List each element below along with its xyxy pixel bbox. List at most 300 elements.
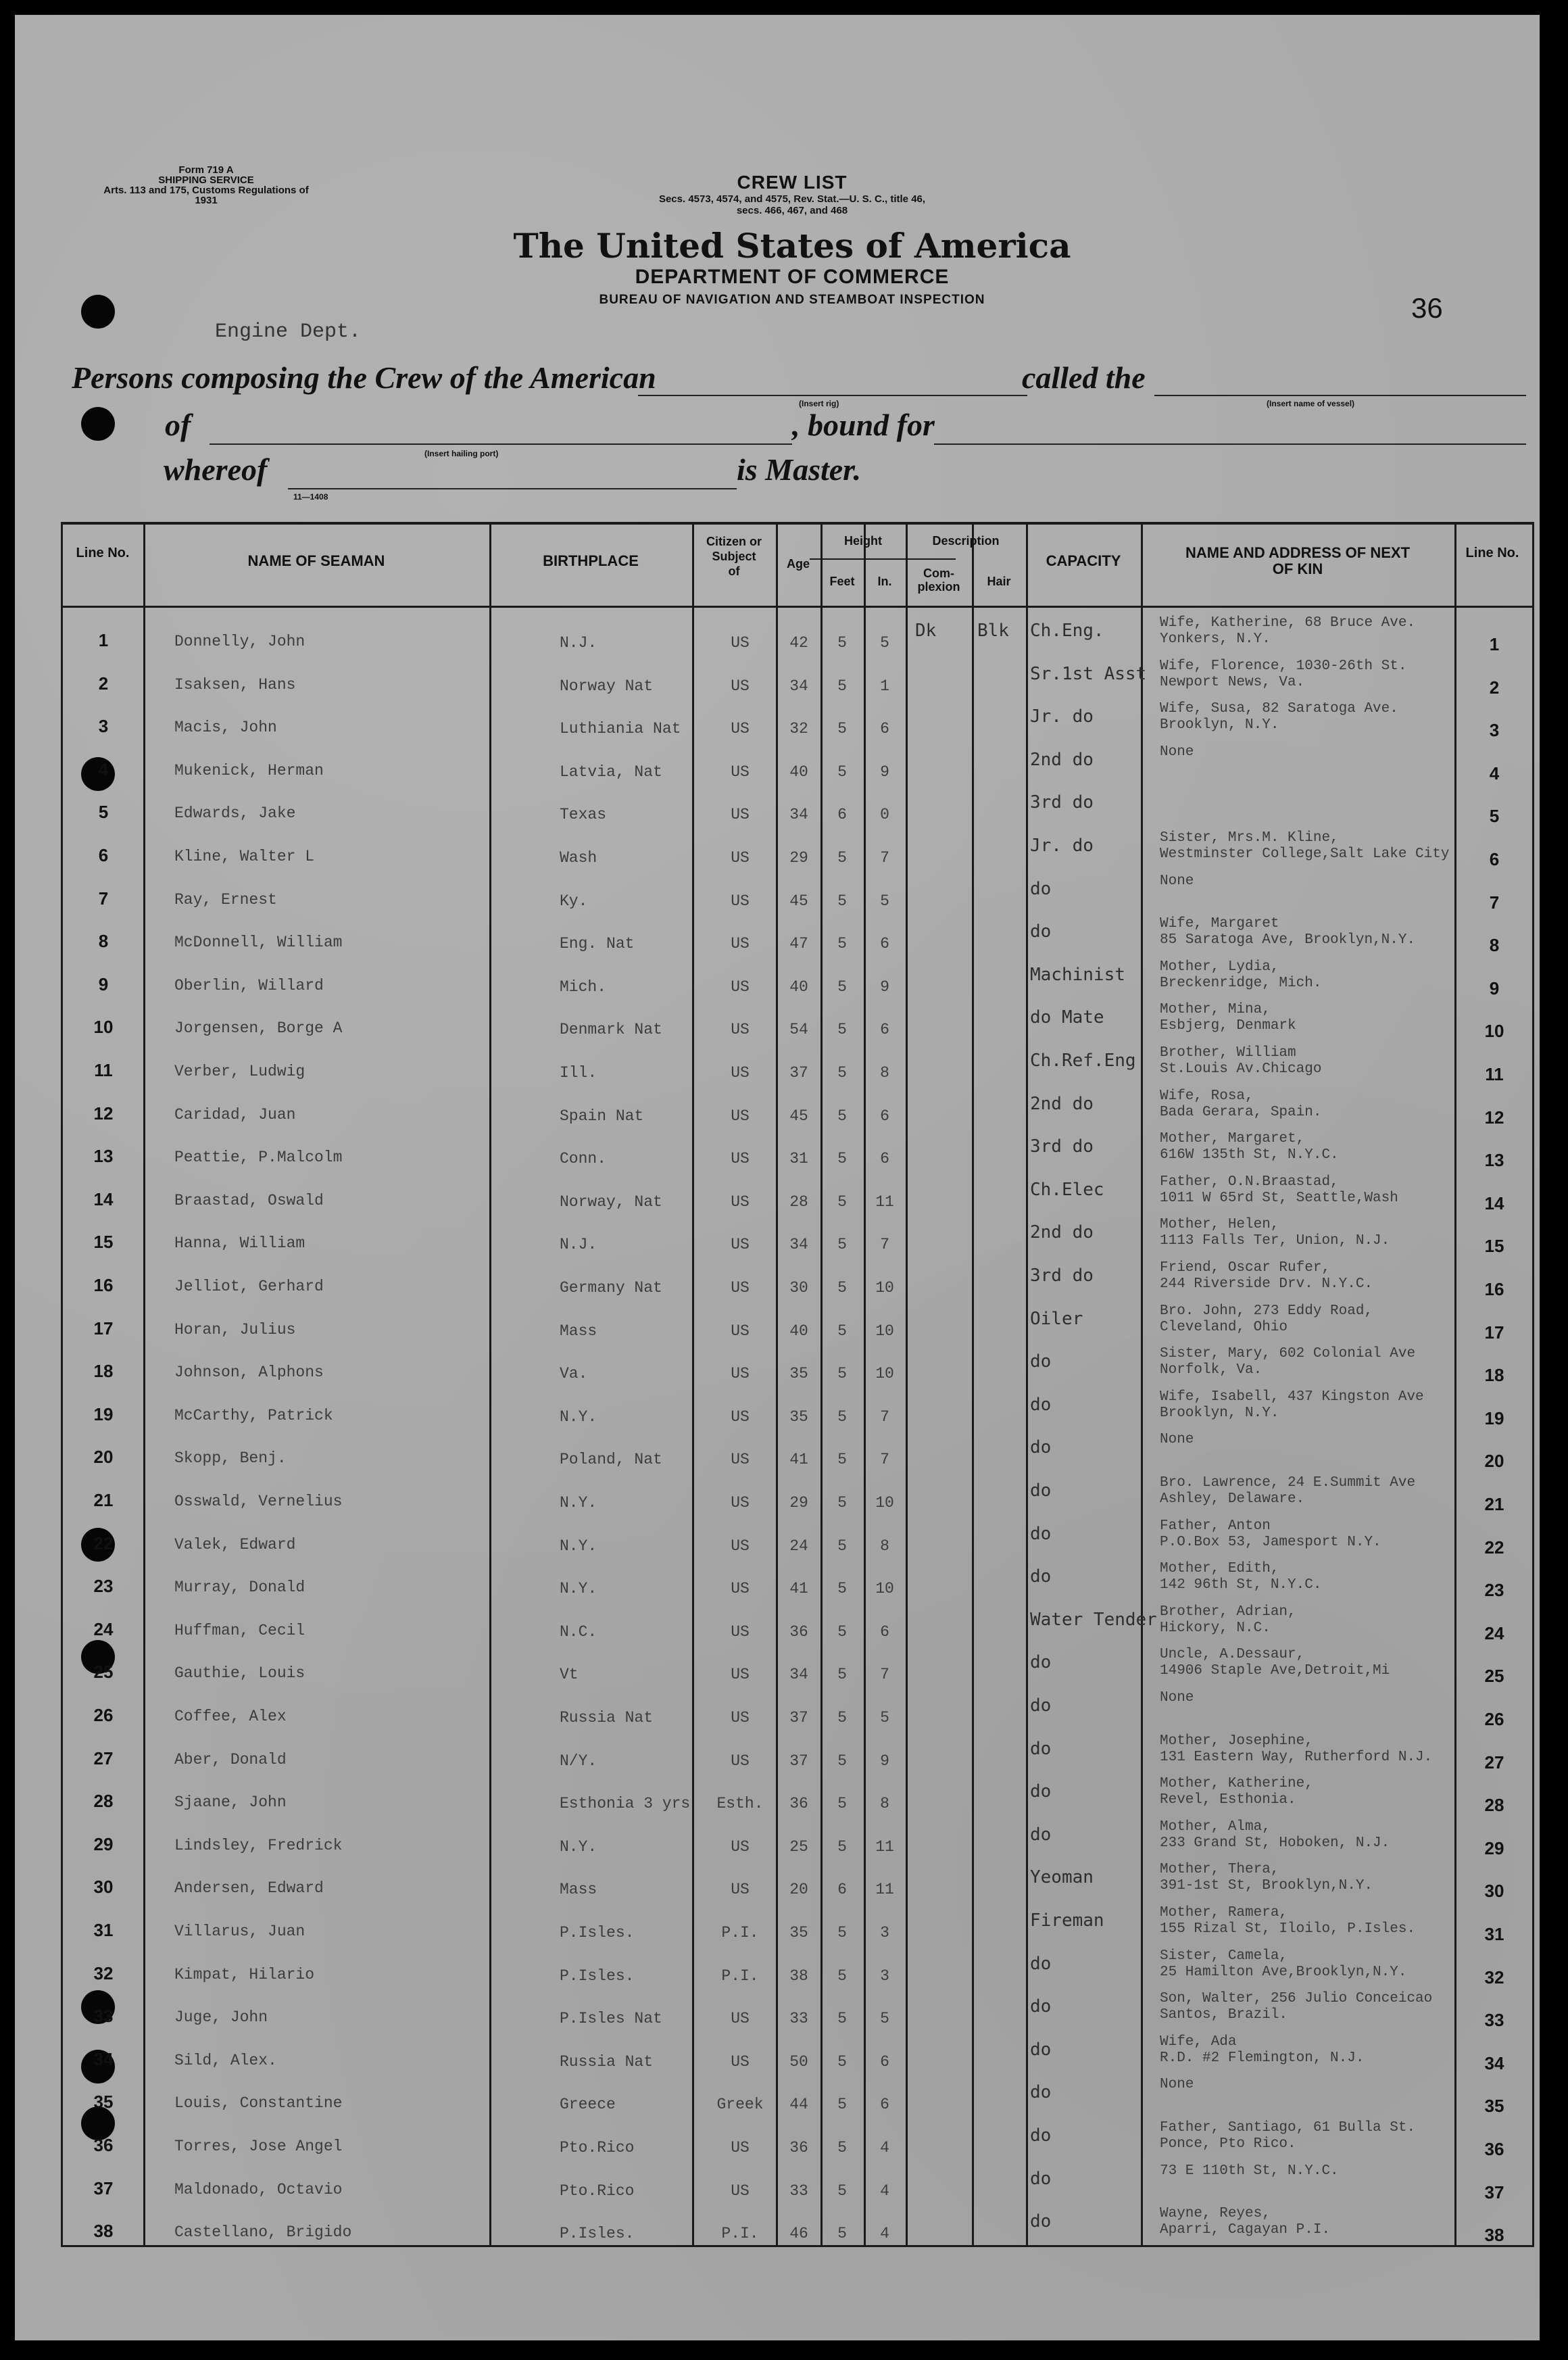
citizenship: US <box>731 1365 750 1382</box>
line-number: 29 <box>93 1834 114 1854</box>
capacity: 3rd do <box>1030 792 1094 813</box>
line-number: 5 <box>98 802 109 822</box>
header-citizen: Citizen or Subject of <box>706 535 762 578</box>
capacity: Ch.Ref.Eng <box>1030 1051 1136 1071</box>
table-row <box>61 1475 1534 1528</box>
preamble-bound-for: , bound for <box>792 408 935 442</box>
next-of-kin-line1: Brother, William <box>1160 1045 1296 1061</box>
seaman-name: Villarus, Juan <box>174 1923 305 1940</box>
citizenship: US <box>731 2053 750 2071</box>
height-inches: 7 <box>880 1236 889 1253</box>
citizenship: US <box>731 1752 750 1770</box>
line-number-right: 2 <box>1489 677 1500 698</box>
table-row <box>61 916 1534 969</box>
next-of-kin-line1: Mother, Lydia, <box>1160 959 1279 975</box>
line-number-right: 10 <box>1484 1021 1504 1041</box>
statute-line-1: Secs. 4573, 4574, and 4575, Rev. Stat.—U. S. C., title 46, <box>658 193 926 205</box>
citizenship: US <box>731 634 750 652</box>
capacity: Sr.1st Asst <box>1030 664 1147 684</box>
height-feet: 5 <box>837 978 847 996</box>
seaman-name: Johnson, Alphons <box>174 1364 324 1381</box>
header-height: Height <box>844 534 882 548</box>
header-feet: Feet <box>829 575 855 588</box>
birthplace: Eng. Nat <box>560 935 635 953</box>
citizenship: US <box>731 1537 750 1555</box>
birthplace: Germany Nat <box>560 1279 662 1297</box>
bureau-heading: BUREAU OF NAVIGATION AND STEAMBOAT INSPECTION <box>599 293 985 307</box>
height-inches: 11 <box>875 1838 894 1856</box>
line-number: 33 <box>93 2006 114 2026</box>
crew-list-title: CREW LIST <box>737 172 848 193</box>
line-number: 6 <box>98 845 109 865</box>
birthplace: Mass <box>560 1322 597 1340</box>
line-number: 32 <box>93 1963 114 1983</box>
seaman-name: Andersen, Edward <box>174 1879 324 1897</box>
citizenship: US <box>731 849 750 867</box>
seaman-name: Edwards, Jake <box>174 804 296 822</box>
height-inches: 7 <box>880 1408 889 1426</box>
height-feet: 5 <box>837 1752 847 1770</box>
height-feet: 5 <box>837 1279 847 1297</box>
seaman-name: Hanna, William <box>174 1234 305 1252</box>
line-number: 10 <box>93 1017 114 1037</box>
line-number: 30 <box>93 1877 114 1897</box>
next-of-kin-line1: Sister, Mary, 602 Colonial Ave <box>1160 1346 1416 1362</box>
capacity: do <box>1030 1524 1052 1544</box>
capacity: do <box>1030 1695 1052 1716</box>
capacity: do <box>1030 921 1052 942</box>
next-of-kin-line2: Hickory, N.C. <box>1160 1620 1271 1636</box>
preamble-whereof: whereof <box>164 452 268 487</box>
line-number-right: 28 <box>1484 1795 1504 1815</box>
height-feet: 5 <box>837 1365 847 1382</box>
next-of-kin-line2: Bada Gerara, Spain. <box>1160 1105 1322 1120</box>
citizenship: US <box>731 1580 750 1597</box>
next-of-kin-line2: Norfolk, Va. <box>1160 1362 1263 1378</box>
birthplace: Wash <box>560 849 597 867</box>
citizenship: US <box>731 720 750 738</box>
seaman-name: Kimpat, Hilario <box>174 1966 315 1983</box>
citizenship: US <box>731 1236 750 1253</box>
height-feet: 5 <box>837 1107 847 1125</box>
height-feet: 5 <box>837 2096 847 2113</box>
height-feet: 5 <box>837 1709 847 1727</box>
height-feet: 5 <box>837 1150 847 1167</box>
birthplace: N.Y. <box>560 1838 597 1856</box>
birthplace: Mich. <box>560 978 607 996</box>
next-of-kin-line2: Santos, Brazil. <box>1160 2007 1288 2023</box>
next-of-kin-line2: 391-1st St, Brooklyn,N.Y. <box>1160 1878 1373 1894</box>
seaman-name: Louis, Constantine <box>174 2094 343 2112</box>
height-inches: 6 <box>880 1623 889 1641</box>
seaman-name: Donnelly, John <box>174 633 305 650</box>
next-of-kin-line2: Cleveland, Ohio <box>1160 1320 1288 1335</box>
citizenship: US <box>731 1451 750 1468</box>
table-row <box>61 1690 1534 1743</box>
preamble-is-master: is Master. <box>737 452 862 487</box>
capacity: do <box>1030 1652 1052 1672</box>
capacity: do <box>1030 1954 1052 1974</box>
seaman-name: Coffee, Alex <box>174 1708 287 1725</box>
age: 33 <box>789 2010 808 2027</box>
height-inches: 0 <box>880 806 889 823</box>
height-feet: 5 <box>837 935 847 953</box>
birthplace: Vt <box>560 1666 579 1683</box>
height-inches: 6 <box>880 2053 889 2071</box>
height-inches: 5 <box>880 2010 889 2027</box>
height-feet: 5 <box>837 2139 847 2157</box>
table-row <box>61 959 1534 1012</box>
birthplace: N.Y. <box>560 1408 597 1426</box>
line-number: 18 <box>93 1361 114 1381</box>
seaman-name: Jorgensen, Borge A <box>174 1019 343 1037</box>
page-number: 36 <box>1411 292 1443 324</box>
age: 34 <box>789 677 808 695</box>
line-number: 9 <box>98 974 109 994</box>
next-of-kin-line1: Wife, Susa, 82 Saratoga Ave. <box>1160 701 1398 717</box>
line-number-right: 24 <box>1484 1623 1504 1643</box>
next-of-kin-line2: Revel, Esthonia. <box>1160 1792 1296 1808</box>
line-number: 25 <box>93 1662 114 1682</box>
capacity: do Mate <box>1030 1007 1104 1028</box>
table-row <box>61 2163 1534 2216</box>
line-number: 27 <box>93 1748 114 1768</box>
height-inches: 6 <box>880 720 889 738</box>
next-of-kin-line2: 155 Rizal St, Iloilo, P.Isles. <box>1160 1921 1416 1937</box>
table-row <box>61 1991 1534 2044</box>
line-number: 22 <box>93 1533 114 1554</box>
header-capacity: CAPACITY <box>1046 552 1121 569</box>
age: 36 <box>789 1623 808 1641</box>
capacity: 3rd do <box>1030 1136 1094 1157</box>
next-of-kin-line1: Mother, Ramera, <box>1160 1905 1288 1921</box>
birthplace: N.C. <box>560 1623 597 1641</box>
port-blank <box>210 443 792 445</box>
height-feet: 5 <box>837 1623 847 1641</box>
table-row <box>61 1905 1534 1958</box>
capacity: do <box>1030 1351 1052 1372</box>
line-number: 15 <box>93 1232 114 1252</box>
line-number-right: 7 <box>1489 892 1500 913</box>
age: 37 <box>789 1064 808 1082</box>
citizenship: US <box>731 677 750 695</box>
next-of-kin-line2: Breckenridge, Mich. <box>1160 976 1322 991</box>
table-row <box>61 2034 1534 2087</box>
line-number-right: 3 <box>1489 720 1500 740</box>
age: 34 <box>789 1666 808 1683</box>
header-age: Age <box>786 557 810 571</box>
height-feet: 5 <box>837 1967 847 1985</box>
next-of-kin-line1: Sister, Mrs.M. Kline, <box>1160 830 1339 846</box>
birthplace: Esthonia 3 yrs <box>560 1795 691 1812</box>
birthplace: Denmark Nat <box>560 1021 662 1038</box>
capacity: do <box>1030 2211 1052 2232</box>
seaman-name: Valek, Edward <box>174 1536 296 1554</box>
seaman-name: Sild, Alex. <box>174 2052 277 2069</box>
age: 35 <box>789 1924 808 1942</box>
table-row <box>61 1604 1534 1657</box>
height-inches: 6 <box>880 935 889 953</box>
capacity: 2nd do <box>1030 1094 1094 1114</box>
next-of-kin-line1: Sister, Camela, <box>1160 1948 1288 1964</box>
height-feet: 5 <box>837 1064 847 1082</box>
seaman-name: Oberlin, Willard <box>174 977 324 994</box>
line-number-right: 30 <box>1484 1881 1504 1901</box>
line-number-right: 4 <box>1489 763 1500 784</box>
birthplace: Conn. <box>560 1150 607 1167</box>
citizenship: US <box>731 806 750 823</box>
next-of-kin-line2: Yonkers, N.Y. <box>1160 631 1271 647</box>
line-number-right: 13 <box>1484 1150 1504 1170</box>
age: 33 <box>789 2182 808 2200</box>
citizenship: US <box>731 2139 750 2157</box>
seaman-name: Juge, John <box>174 2008 268 2026</box>
height-feet: 5 <box>837 720 847 738</box>
age: 37 <box>789 1709 808 1727</box>
port-hint: (Insert hailing port) <box>424 449 499 458</box>
seaman-name: Verber, Ludwig <box>174 1063 305 1080</box>
age: 46 <box>789 2225 808 2242</box>
header-description: Description <box>932 534 1000 548</box>
age: 45 <box>789 892 808 910</box>
height-feet: 5 <box>837 1451 847 1468</box>
line-number-right: 31 <box>1484 1924 1504 1944</box>
height-inches: 9 <box>880 978 889 996</box>
age: 47 <box>789 935 808 953</box>
rig-blank <box>638 395 1027 396</box>
punch-hole <box>81 407 115 441</box>
next-of-kin-line1: Father, O.N.Braastad, <box>1160 1174 1339 1190</box>
table-top-rule <box>61 522 1534 525</box>
birthplace: N.J. <box>560 634 597 652</box>
line-number-right: 12 <box>1484 1107 1504 1128</box>
vessel-blank <box>1154 395 1526 396</box>
destination-blank <box>934 443 1526 445</box>
line-number-right: 9 <box>1489 978 1500 998</box>
capacity: do <box>1030 1437 1052 1458</box>
capacity: 2nd do <box>1030 750 1094 770</box>
height-inches: 4 <box>880 2225 889 2242</box>
age: 45 <box>789 1107 808 1125</box>
birthplace: N.Y. <box>560 1494 597 1512</box>
capacity: Ch.Eng. <box>1030 621 1104 641</box>
line-number-right: 14 <box>1484 1193 1504 1213</box>
age: 24 <box>789 1537 808 1555</box>
height-inches: 10 <box>875 1494 894 1512</box>
next-of-kin-line2: Brooklyn, N.Y. <box>1160 717 1279 733</box>
seaman-name: McCarthy, Patrick <box>174 1407 333 1424</box>
height-inches: 6 <box>880 1021 889 1038</box>
citizenship: US <box>731 2010 750 2027</box>
height-inches: 7 <box>880 849 889 867</box>
print-code: 11—1408 <box>293 492 328 502</box>
seaman-name: Osswald, Vernelius <box>174 1493 343 1510</box>
age: 34 <box>789 1236 808 1253</box>
height-feet: 5 <box>837 677 847 695</box>
next-of-kin-line1: Uncle, A.Dessaur, <box>1160 1647 1305 1662</box>
capacity: do <box>1030 1996 1052 2017</box>
height-inches: 5 <box>880 1709 889 1727</box>
height-inches: 7 <box>880 1451 889 1468</box>
height-inches: 3 <box>880 1967 889 1985</box>
height-inches: 8 <box>880 1064 889 1082</box>
next-of-kin-line2: 244 Riverside Drv. N.Y.C. <box>1160 1276 1373 1292</box>
height-inches: 10 <box>875 1580 894 1597</box>
table-row <box>61 1776 1534 1829</box>
citizenship: US <box>731 935 750 953</box>
preamble-called-the: called the <box>1022 360 1146 395</box>
line-number: 3 <box>98 716 109 736</box>
table-row <box>61 1819 1534 1872</box>
next-of-kin-line2: Brooklyn, N.Y. <box>1160 1405 1279 1421</box>
height-inches: 10 <box>875 1365 894 1382</box>
citizenship: P.I. <box>721 2225 759 2242</box>
next-of-kin-line2: 131 Eastern Way, Rutherford N.J. <box>1160 1750 1433 1765</box>
line-number: 13 <box>93 1146 114 1166</box>
line-number: 21 <box>93 1490 114 1510</box>
capacity: do <box>1030 2125 1052 2146</box>
citizenship: US <box>731 1322 750 1340</box>
next-of-kin-line1: Wife, Ada <box>1160 2034 1237 2050</box>
department-heading: DEPARTMENT OF COMMERCE <box>635 266 950 288</box>
birthplace: P.Isles. <box>560 2225 635 2242</box>
rig-hint: (Insert rig) <box>799 399 839 408</box>
next-of-kin-line1: Mother, Mina, <box>1160 1002 1271 1017</box>
next-of-kin-line1: Mother, Helen, <box>1160 1217 1279 1232</box>
citizenship: Greek <box>716 2096 764 2113</box>
table-row <box>61 2206 1534 2259</box>
preamble-persons: Persons composing the Crew of the American <box>72 360 656 395</box>
capacity: do <box>1030 2169 1052 2189</box>
next-of-kin-line2: 616W 135th St, N.Y.C. <box>1160 1147 1339 1163</box>
table-row <box>61 1002 1534 1055</box>
capacity: Yeoman <box>1030 1867 1094 1887</box>
age: 42 <box>789 634 808 652</box>
height-feet: 5 <box>837 1494 847 1512</box>
capacity: Water Tender <box>1030 1610 1157 1630</box>
title-block <box>488 172 1096 308</box>
line-number: 4 <box>98 759 109 779</box>
citizenship: US <box>731 1408 750 1426</box>
table-row <box>61 1174 1534 1227</box>
height-inches: 10 <box>875 1279 894 1297</box>
citizenship: US <box>731 763 750 781</box>
line-number: 31 <box>93 1920 114 1940</box>
line-number-right: 17 <box>1484 1322 1504 1343</box>
seaman-name: Maldonado, Octavio <box>174 2181 343 2198</box>
capacity: do <box>1030 1739 1052 1759</box>
height-feet: 5 <box>837 1021 847 1038</box>
birthplace: P.Isles Nat <box>560 2010 662 2027</box>
hair: Blk <box>977 621 1009 641</box>
header-hair: Hair <box>987 575 1011 588</box>
next-of-kin-line2: Ponce, Pto Rico. <box>1160 2136 1296 2152</box>
age: 54 <box>789 1021 808 1038</box>
line-number-right: 26 <box>1484 1709 1504 1729</box>
form-number: Form 719 A <box>178 164 234 176</box>
statute-line-2: secs. 466, 467, and 468 <box>736 205 848 216</box>
height-inches: 1 <box>880 677 889 695</box>
height-subheader-rule <box>810 558 956 560</box>
line-number: 7 <box>98 888 109 909</box>
height-feet: 5 <box>837 763 847 781</box>
line-number-right: 21 <box>1484 1494 1504 1514</box>
next-of-kin-line2: Aparri, Cagayan P.I. <box>1160 2222 1331 2238</box>
age: 28 <box>789 1193 808 1211</box>
height-feet: 5 <box>837 1322 847 1340</box>
citizenship: Esth. <box>716 1795 764 1812</box>
next-of-kin-line2: R.D. #2 Flemington, N.J. <box>1160 2050 1365 2066</box>
line-number-right: 16 <box>1484 1279 1504 1299</box>
capacity: Jr. do <box>1030 836 1094 856</box>
seaman-name: Huffman, Cecil <box>174 1622 305 1639</box>
next-of-kin-line2: 1011 W 65rd St, Seattle,Wash <box>1160 1190 1398 1206</box>
line-number-right: 23 <box>1484 1580 1504 1600</box>
age: 29 <box>789 1494 808 1512</box>
citizenship: US <box>731 1107 750 1125</box>
next-of-kin-line1: Wife, Katherine, 68 Bruce Ave. <box>1160 615 1416 631</box>
header-complexion: Com-plexion <box>917 567 960 594</box>
line-number-right: 32 <box>1484 1967 1504 1988</box>
line-number-right: 15 <box>1484 1236 1504 1256</box>
next-of-kin-line2: Newport News, Va. <box>1160 675 1305 690</box>
line-number: 20 <box>93 1447 114 1467</box>
birthplace: Va. <box>560 1365 588 1382</box>
header-birthplace: BIRTHPLACE <box>543 552 639 569</box>
table-row <box>61 1518 1534 1571</box>
header-inches: In. <box>877 575 892 588</box>
next-of-kin-line2: 1113 Falls Ter, Union, N.J. <box>1160 1233 1390 1249</box>
seaman-name: Castellano, Brigido <box>174 2223 352 2241</box>
seaman-name: Sjaane, John <box>174 1793 287 1811</box>
age: 31 <box>789 1150 808 1167</box>
department-label: Engine Dept. <box>215 320 362 343</box>
capacity: do <box>1030 2040 1052 2060</box>
table-row <box>61 1389 1534 1442</box>
line-number-right: 25 <box>1484 1666 1504 1686</box>
line-number-right: 36 <box>1484 2139 1504 2159</box>
birthplace: Russia Nat <box>560 1709 654 1727</box>
age: 38 <box>789 1967 808 1985</box>
header-line-no-right: Line No. <box>1465 546 1519 560</box>
height-feet: 5 <box>837 892 847 910</box>
line-number: 17 <box>93 1318 114 1339</box>
line-number: 19 <box>93 1404 114 1424</box>
capacity: Machinist <box>1030 965 1125 985</box>
height-inches: 7 <box>880 1666 889 1683</box>
age: 40 <box>789 1322 808 1340</box>
height-feet: 5 <box>837 1795 847 1812</box>
birthplace: Texas <box>560 806 607 823</box>
age: 30 <box>789 1279 808 1297</box>
citizenship: US <box>731 1666 750 1683</box>
height-inches: 3 <box>880 1924 889 1942</box>
citizenship: US <box>731 1021 750 1038</box>
master-blank <box>288 488 737 489</box>
table-row <box>61 701 1534 754</box>
age: 25 <box>789 1838 808 1856</box>
next-of-kin-line2: Ashley, Delaware. <box>1160 1491 1305 1507</box>
next-of-kin-line1: None <box>1160 1432 1194 1447</box>
birthplace: P.Isles. <box>560 1924 635 1942</box>
shipping-service: SHIPPING SERVICE <box>158 174 254 186</box>
birthplace: P.Isles. <box>560 1967 635 1985</box>
age: 35 <box>789 1365 808 1382</box>
capacity: do <box>1030 1781 1052 1802</box>
height-inches: 8 <box>880 1795 889 1812</box>
height-feet: 5 <box>837 1838 847 1856</box>
seaman-name: Ray, Ernest <box>174 891 277 909</box>
